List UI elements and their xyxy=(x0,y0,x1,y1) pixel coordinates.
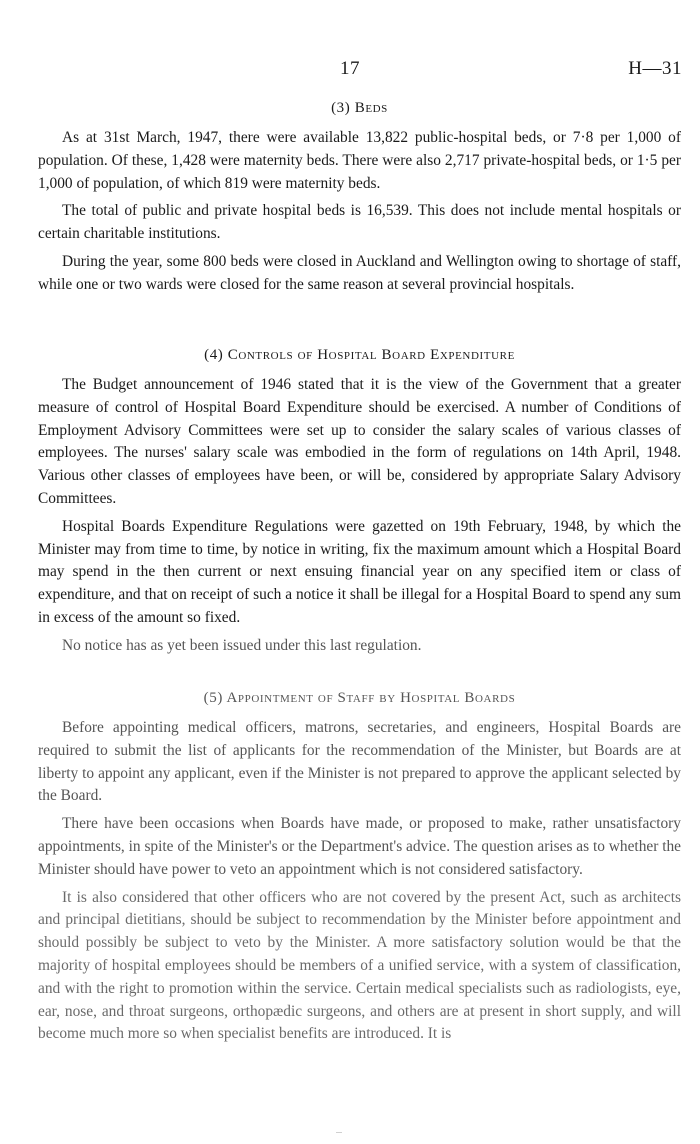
document-code: H—31 xyxy=(628,58,682,79)
section-controls-expenditure xyxy=(38,347,681,663)
page-number: 17 xyxy=(340,58,360,79)
paragraph: During the year, some 800 beds were closed in Auckland and Wellington owing to shortage of staff, while one or two wards were closed for the same reason at several provincial hospitals. xyxy=(38,252,681,293)
paragraph: There have been occasions when Boards have made, or proposed to make, rather unsatisfactory appointments, in spite of the Minister's or the Department's advice. The question arises as to whether the Minister should have power to veto an appointment which is not considered satisfactory. xyxy=(38,815,681,878)
footer-mark xyxy=(336,1132,342,1133)
section-heading: (4) Controls of Hospital Board Expenditure xyxy=(204,347,515,363)
paragraph: Hospital Boards Expenditure Regulations were gazetted on 19th February, 1948, by which the Minister may from time to time, by notice in writing, fix the maximum amount which a Hospital Board may spend in the then current or next ensuing financial year on any specified item or class of expenditure, and that on receipt of such a notice it shall be illegal for a Hospital Board to spend any sum in excess of the amount so fixed. xyxy=(38,517,681,626)
section-appointment-staff xyxy=(38,690,681,1051)
paragraph: No notice has as yet been issued under this last regulation. xyxy=(62,636,422,654)
section-beds xyxy=(38,100,681,302)
section-heading: (3) Beds xyxy=(331,100,388,116)
paragraph: It is also considered that other officers who are not covered by the present Act, such as architects and principal dietitians, should be subject to recommendation by the Minister before appointment and should possibly be subject to veto by the Minister. A more satisfactory solution would be that the majority of hospital employees should be members of a unified service, with a system of classification, and with the right to promotion within the service. Certain medical specialists such as radiologists, eye, ear, nose, and throat surgeons, orthopædic surgeons, and others are at present in short supply, and will become much more so when specialist benefits are introduced. It is xyxy=(38,888,681,1043)
section-heading: (5) Appointment of Staff by Hospital Boards xyxy=(203,690,516,706)
paragraph: The total of public and private hospital beds is 16,539. This does not include mental hospitals or certain charitable institutions. xyxy=(38,202,681,243)
paragraph: Before appointing medical officers, matrons, secretaries, and engineers, Hospital Boards are required to submit the list of applicants for the recommendation of the Minister, but Boards are at liberty to appoint any applicant, even if the Minister is not prepared to approve the applicant selected by the Board. xyxy=(38,719,681,805)
paragraph: As at 31st March, 1947, there were available 13,822 public-hospital beds, or 7·8 per 1,000 of population. Of these, 1,428 were maternity beds. There were also 2,717 private-hospital beds, or 1·5 per 1,000 of population, of which 819 were maternity beds. xyxy=(38,129,681,192)
paragraph: The Budget announcement of 1946 stated that it is the view of the Government that a greater measure of control of Hospital Board Expenditure should be exercised. A number of Conditions of Employment Advisory Committees were set up to consider the salary scales of various classes of employees. The nurses' salary scale was embodied in the form of regulations on 14th April, 1948. Various other classes of employees have been, or will be, considered by appropriate Salary Advisory Committees. xyxy=(38,376,681,507)
